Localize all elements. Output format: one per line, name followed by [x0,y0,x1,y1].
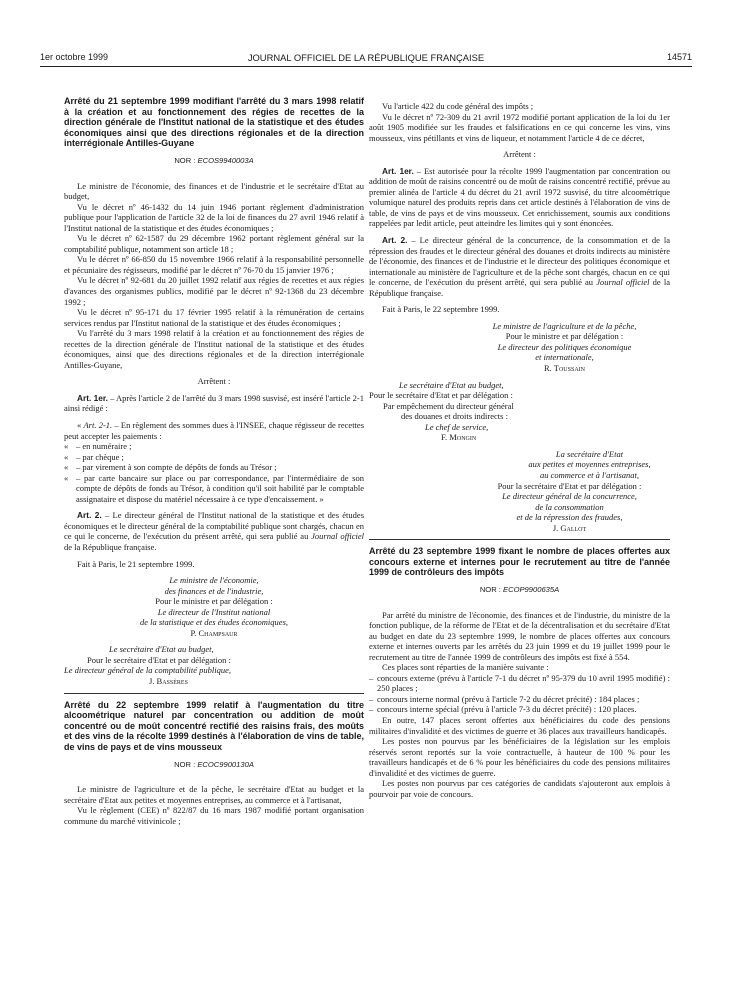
nor-reference [64,156,364,167]
visa: Vu le décret nº 92-681 du 20 juillet 1992 relatif aux régies de recettes et aux régies d'avances des organismes publics, modifié par le décret nº 92-1368 du 23 décembre 1992 ; [64,275,364,307]
section-divider [64,693,364,694]
list-item-text: – par chèque ; [76,451,124,462]
nor-code: ECOC9900130A [197,759,254,769]
dash-mark: – [369,704,374,715]
article-text-end: de la République française. [369,277,670,298]
signatory-title: et internationale, [535,352,594,363]
signatory-title: Le directeur général de la comptabilité publique, [64,665,232,676]
signatory-name: R. Toussain [544,363,585,374]
signatory-name: J. Gallot [552,522,587,533]
article-text: – Après l'article 2 de l'arrêté du 3 mars 1998 susvisé, est inséré l'article 2-1 ainsi rédigé : [64,392,364,414]
article-text: – Est autorisée pour la récolte 1999 l'augmentation par concentration ou addition de moût de raisins concentré ou de moût de raisins concentré rectifié, prévue au premier alinéa de l'article 4 du décret du 21 avril 1972 susvisé, du titre alcoométrique volumique naturel des produits repris dans cet article destinés à l'élaboration de vins de table, de vins de pays et de vins mousseux. Cet enrichissement, soumis aux conditions rappelées par ledit article, peut atteindre les limites qui y sont énoncées. [369,165,670,229]
visa: Vu le décret nº 62-1587 du 29 décembre 1962 portant règlement général sur la comptabilité publique, notamment son article 18 ; [64,233,364,254]
nor-code: ECOS9940003A [197,155,254,165]
signatory-title: Le ministre de l'agriculture et de la pêche, [492,320,637,331]
delegation-line: Pour le ministre et par délégation : [505,331,624,342]
signatory-title: Le ministre de l'économie, [169,575,259,586]
header-date: 1er octobre 1999 [40,52,109,62]
quote-mark: « [64,451,69,462]
list-item [64,441,364,452]
signatory-title: au commerce et à l'artisanat, [540,469,639,480]
article-text: – Le directeur général de l'Institut national de la statistique et des études économiques et le directeur général de la comptabilité publique sont chargés, chacun en ce qui le concerne, de l'exécution du présent arrêté, qui sera publié au [64,510,365,542]
article-label: Art. 2. [382,235,408,246]
delegation-line: Par empêchement du directeur général [383,400,514,411]
decree-body: Les postes non pourvus par ces catégories de candidats s'ajouteront aux emplois à pourvoir par voie de concours. [369,778,670,799]
signatory-title: et de la répression des fraudes, [516,512,623,523]
quote-open: « [77,420,84,430]
left-column [64,96,364,826]
decree-intro: Le ministre de l'agriculture et de la pêche, le secrétaire d'Etat au budget et la secrétaire d'Etat aux petites et moyennes entreprises, au commerce et à l'artisanat, [64,784,364,805]
nor-label: NOR : [479,585,504,595]
article-text: – En règlement des sommes dues à l'INSEE, chaque régisseur de recettes peut accepter les paiements : [64,420,365,441]
article-2 [64,510,364,552]
article-label: Art. 2. [77,510,102,521]
journal-officiel-ref: Journal officiel [311,531,364,542]
signatory-title: Le chef de service, [425,421,489,432]
signatory-title: La secrétaire d'Etat [555,448,624,459]
list-item-text: – en numéraire ; [76,441,132,452]
visa: Vu le décret nº 46-1432 du 14 juin 1946 portant règlement d'administration publique pour l'application de l'article 32 de la loi de finances du 27 avril 1946 relatif à l'Institut national de la statistique et des études économiques ; [64,201,364,233]
article-1 [64,393,364,414]
signatory-title: Le directeur de l'Institut national [157,606,271,617]
delegation-line: des douanes et droits indirects : [401,411,508,422]
signatory-title: des finances et de l'industrie, [164,585,264,596]
signatory-name: F. Mongin [441,432,477,443]
signatory-title: Le directeur des politiques économique [497,341,632,352]
signatory-title: aux petites et moyennes entreprises, [528,459,651,470]
list-item [369,694,670,705]
dash-mark: – [369,693,374,704]
article-label: Art. 2-1. [83,420,113,430]
quote-mark: « [64,472,69,483]
list-item [64,473,364,505]
article-text: – Le directeur général de la concurrence, de la consommation et de la répression des fraudes et le directeur général des douanes et droits indirects au ministère de l'économie, des finances et de l'industrie et le directeur des politiques économique et internationale au ministère de l'agriculture et de la pêche sont chargés, chacun en ce qui le concerne, de l'exécution du présent arrêté, qui sera publié au [369,235,671,288]
decree-body: Par arrêté du ministre de l'économie, des finances et de l'industrie, du ministre de la fonction publique, de la réforme de l'Etat et de la décentralisation et du secrétaire d'Etat au budget en date du 23 septembre 1999, le nombre de places offertes aux concours externe et internes ouverts par les arrêtés du 23 juin 1999 et du 19 juillet 1999 pour le recrutement au titre de l'année 1999 de contrôleurs des impôts est fixé à 554. [369,609,670,662]
header-rule [40,66,692,67]
decree-body: En outre, 147 places seront offertes aux bénéficiaires du code des pensions militaires d'invalidité et des victimes de guerre et 36 places aux travailleurs handicapés. [369,715,670,736]
list-item-text: concours interne spécial (prévu à l'article 7-3 du décret précité) : 120 places. [377,704,637,715]
list-item [64,462,364,473]
list-item-text: – par virement à son compte de dépôts de fonds au Trésor ; [76,462,277,473]
arretent-heading: Arrêtent : [197,376,231,387]
signatory-name: P. Champsaur [190,627,238,638]
signatory-name: J. Bassères [149,676,188,687]
decree-title: Arrêté du 23 septembre 1999 fixant le nombre de places offertes aux concours externe et internes pour le recrutement au titre de l'année 1999 de contrôleurs des impôts [369,546,670,578]
dash-mark: – [369,672,374,683]
delegation-line: Pour la secrétaire d'Etat et par délégation : [497,480,642,491]
place-date: Fait à Paris, le 21 septembre 1999. [77,558,195,569]
list-item-text: concours interne normal (prévu à l'article 7-2 du décret précité) : 184 places ; [377,693,640,704]
article-2-1 [64,420,364,441]
list-item-text: – par carte bancaire sur place ou par correspondance, par l'intermédiaire de son compte de dépôts de fonds au Trésor, à condition qu'il soit habilité par le comptable assignataire et dispose du matériel nécessaire à ce type d'encaissement. » [76,472,364,504]
right-column [369,101,670,799]
article-label: Art. 1er. [77,392,108,403]
delegation-line: Pour le secrétaire d'Etat et par délégation : [369,390,513,401]
article-2 [369,235,670,298]
place-date: Fait à Paris, le 22 septembre 1999. [382,304,500,315]
signatory-title: de la consommation [535,501,604,512]
decree-title: Arrêté du 22 septembre 1999 relatif à l'augmentation du titre alcoométrique naturel par concentration ou addition de moût concentré ou de moût concentré rectifié des raisins frais, des moûts et des vins de la récolte 1999 destinés à l'élaboration de vins de table, de vins de pays et de vins mousseux [64,699,364,752]
article-label: Art. 1er. [382,165,414,176]
nor-code: ECOP9900635A [503,585,560,595]
header-page-number: 14571 [666,52,692,62]
section-divider [369,539,670,540]
visa: Vu le décret nº 66-850 du 15 novembre 1966 relatif à la responsabilité personnelle et pécuniaire des régisseurs, modifié par le décret nº 76-70 du 15 janvier 1976 ; [64,254,364,275]
list-item [64,452,364,463]
visa: Vu le décret nº 95-171 du 17 février 1995 relatif à la rémunération de certains services rendus par l'Institut national de la statistique et des études économiques ; [64,307,364,328]
nor-reference [64,760,364,771]
decree-body: Les postes non pourvus par les bénéficiaires de la législation sur les emplois réservés seront reportés sur la voie contractuelle, à hauteur de 100 % pour les travailleurs handicapés et de 6 % pour les bénéficiaires du code des pensions militaires d'invalidité et des victimes de guerre. [369,736,670,778]
list-item [369,673,670,694]
quote-mark: « [64,441,69,452]
quote-mark: « [64,462,69,473]
decree-body: Ces places sont réparties de la manière suivante : [382,662,549,673]
decree-intro: Le ministre de l'économie, des finances et de l'industrie et le secrétaire d'Etat au budget, [64,180,364,202]
visa: Vu l'arrêté du 3 mars 1998 relatif à la création et au fonctionnement des régies de recettes de la direction générale de l'Institut national de la statistique et des études économiques, ainsi que des directions régionales et de la direction interrégionale Antilles-Guyane, [64,328,364,370]
article-1 [369,166,670,229]
list-item-text: concours externe (prévu à l'article 7-1 du décret nº 95-379 du 10 avril 1995 modifié) : 250 places ; [377,672,670,694]
signatory-title: Le secrétaire d'Etat au budget, [399,379,504,390]
nor-label: NOR : [174,759,198,769]
list-item [369,704,670,715]
visa: Vu le règlement (CEE) nº 822/87 du 16 mars 1987 modifié portant organisation commune du marché vitivinicole ; [64,805,364,826]
delegation-line: Pour le secrétaire d'Etat et par délégation : [87,654,231,665]
decree-title: Arrêté du 21 septembre 1999 modifiant l'arrêté du 3 mars 1998 relatif à la création et au fonctionnement des régies de recettes de la direction générale de l'Institut national de la statistique et des études économiques ainsi que des directions régionales et de la direction interrégionale Antilles-Guyane [64,96,364,149]
nor-label: NOR : [174,155,198,165]
visa: Vu le décret nº 72-309 du 21 avril 1972 modifié portant application de la loi du 1er août 1905 modifiée sur les fraudes et falsifications en ce qui concerne les vins, vins mousseux, vins pétillants et vins de liqueur, et notamment l'article 4 de ce décret, [369,111,670,143]
header-journal-title: JOURNAL OFFICIEL DE LA RÉPUBLIQUE FRANÇAISE [247,52,485,63]
article-text-end: de la République française. [64,542,157,553]
journal-officiel-ref: Journal officiel [596,277,650,288]
signatory-title: Le directeur général de la concurrence, [502,491,637,502]
visa: Vu l'article 422 du code général des impôts ; [382,101,534,111]
signatory-title: Le secrétaire d'Etat au budget, [109,644,214,655]
arretent-heading: Arrêtent : [503,149,536,160]
page-header [40,52,692,66]
delegation-line: Pour le ministre et par délégation : [155,596,273,607]
nor-reference [369,585,670,596]
signatory-title: de la statistique et des études économiques, [139,617,288,628]
